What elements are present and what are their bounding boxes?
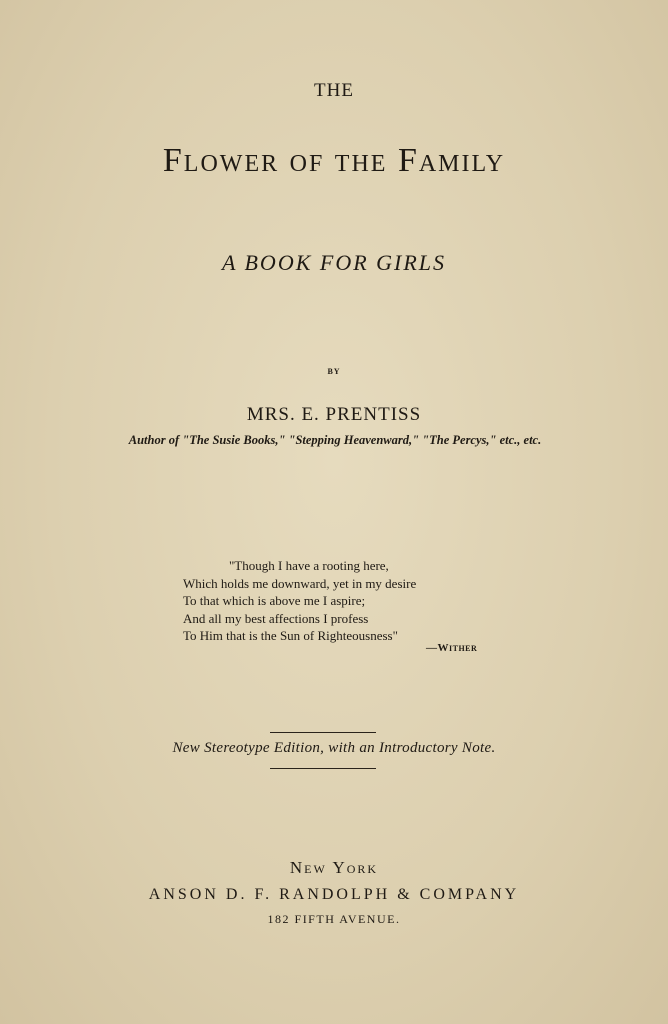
edition-note: New Stereotype Edition, with an Introductory Note.	[172, 740, 496, 756]
author-name: MRS. E. PRENTISS	[246, 404, 422, 425]
imprint-publisher: ANSON D. F. RANDOLPH & COMPANY	[148, 886, 520, 903]
epigraph	[183, 557, 493, 645]
title-article: THE	[314, 80, 354, 101]
author-credits: Author of "The Susie Books," "Stepping Heavenward," "The Percys," etc., etc.	[128, 433, 542, 447]
epigraph-line: To that which is above me I aspire;	[183, 593, 366, 608]
epigraph-line: To Him that is the Sun of Righteousness"	[183, 628, 398, 643]
epigraph-attribution: —Wither	[426, 642, 478, 654]
imprint-address: 182 FIFTH AVENUE.	[267, 912, 401, 926]
epigraph-line: And all my best affections I profess	[183, 610, 369, 626]
by-line: BY	[327, 367, 341, 376]
divider-rule	[270, 732, 376, 733]
book-subtitle: A BOOK FOR GIRLS	[221, 250, 447, 275]
epigraph-line: Which holds me downward, yet in my desire	[183, 575, 417, 591]
book-title: Flower of the Family	[162, 142, 506, 179]
divider-rule	[270, 768, 376, 769]
imprint-city: New York	[289, 858, 379, 877]
epigraph-line: "Though I have a rooting here,	[229, 558, 389, 573]
